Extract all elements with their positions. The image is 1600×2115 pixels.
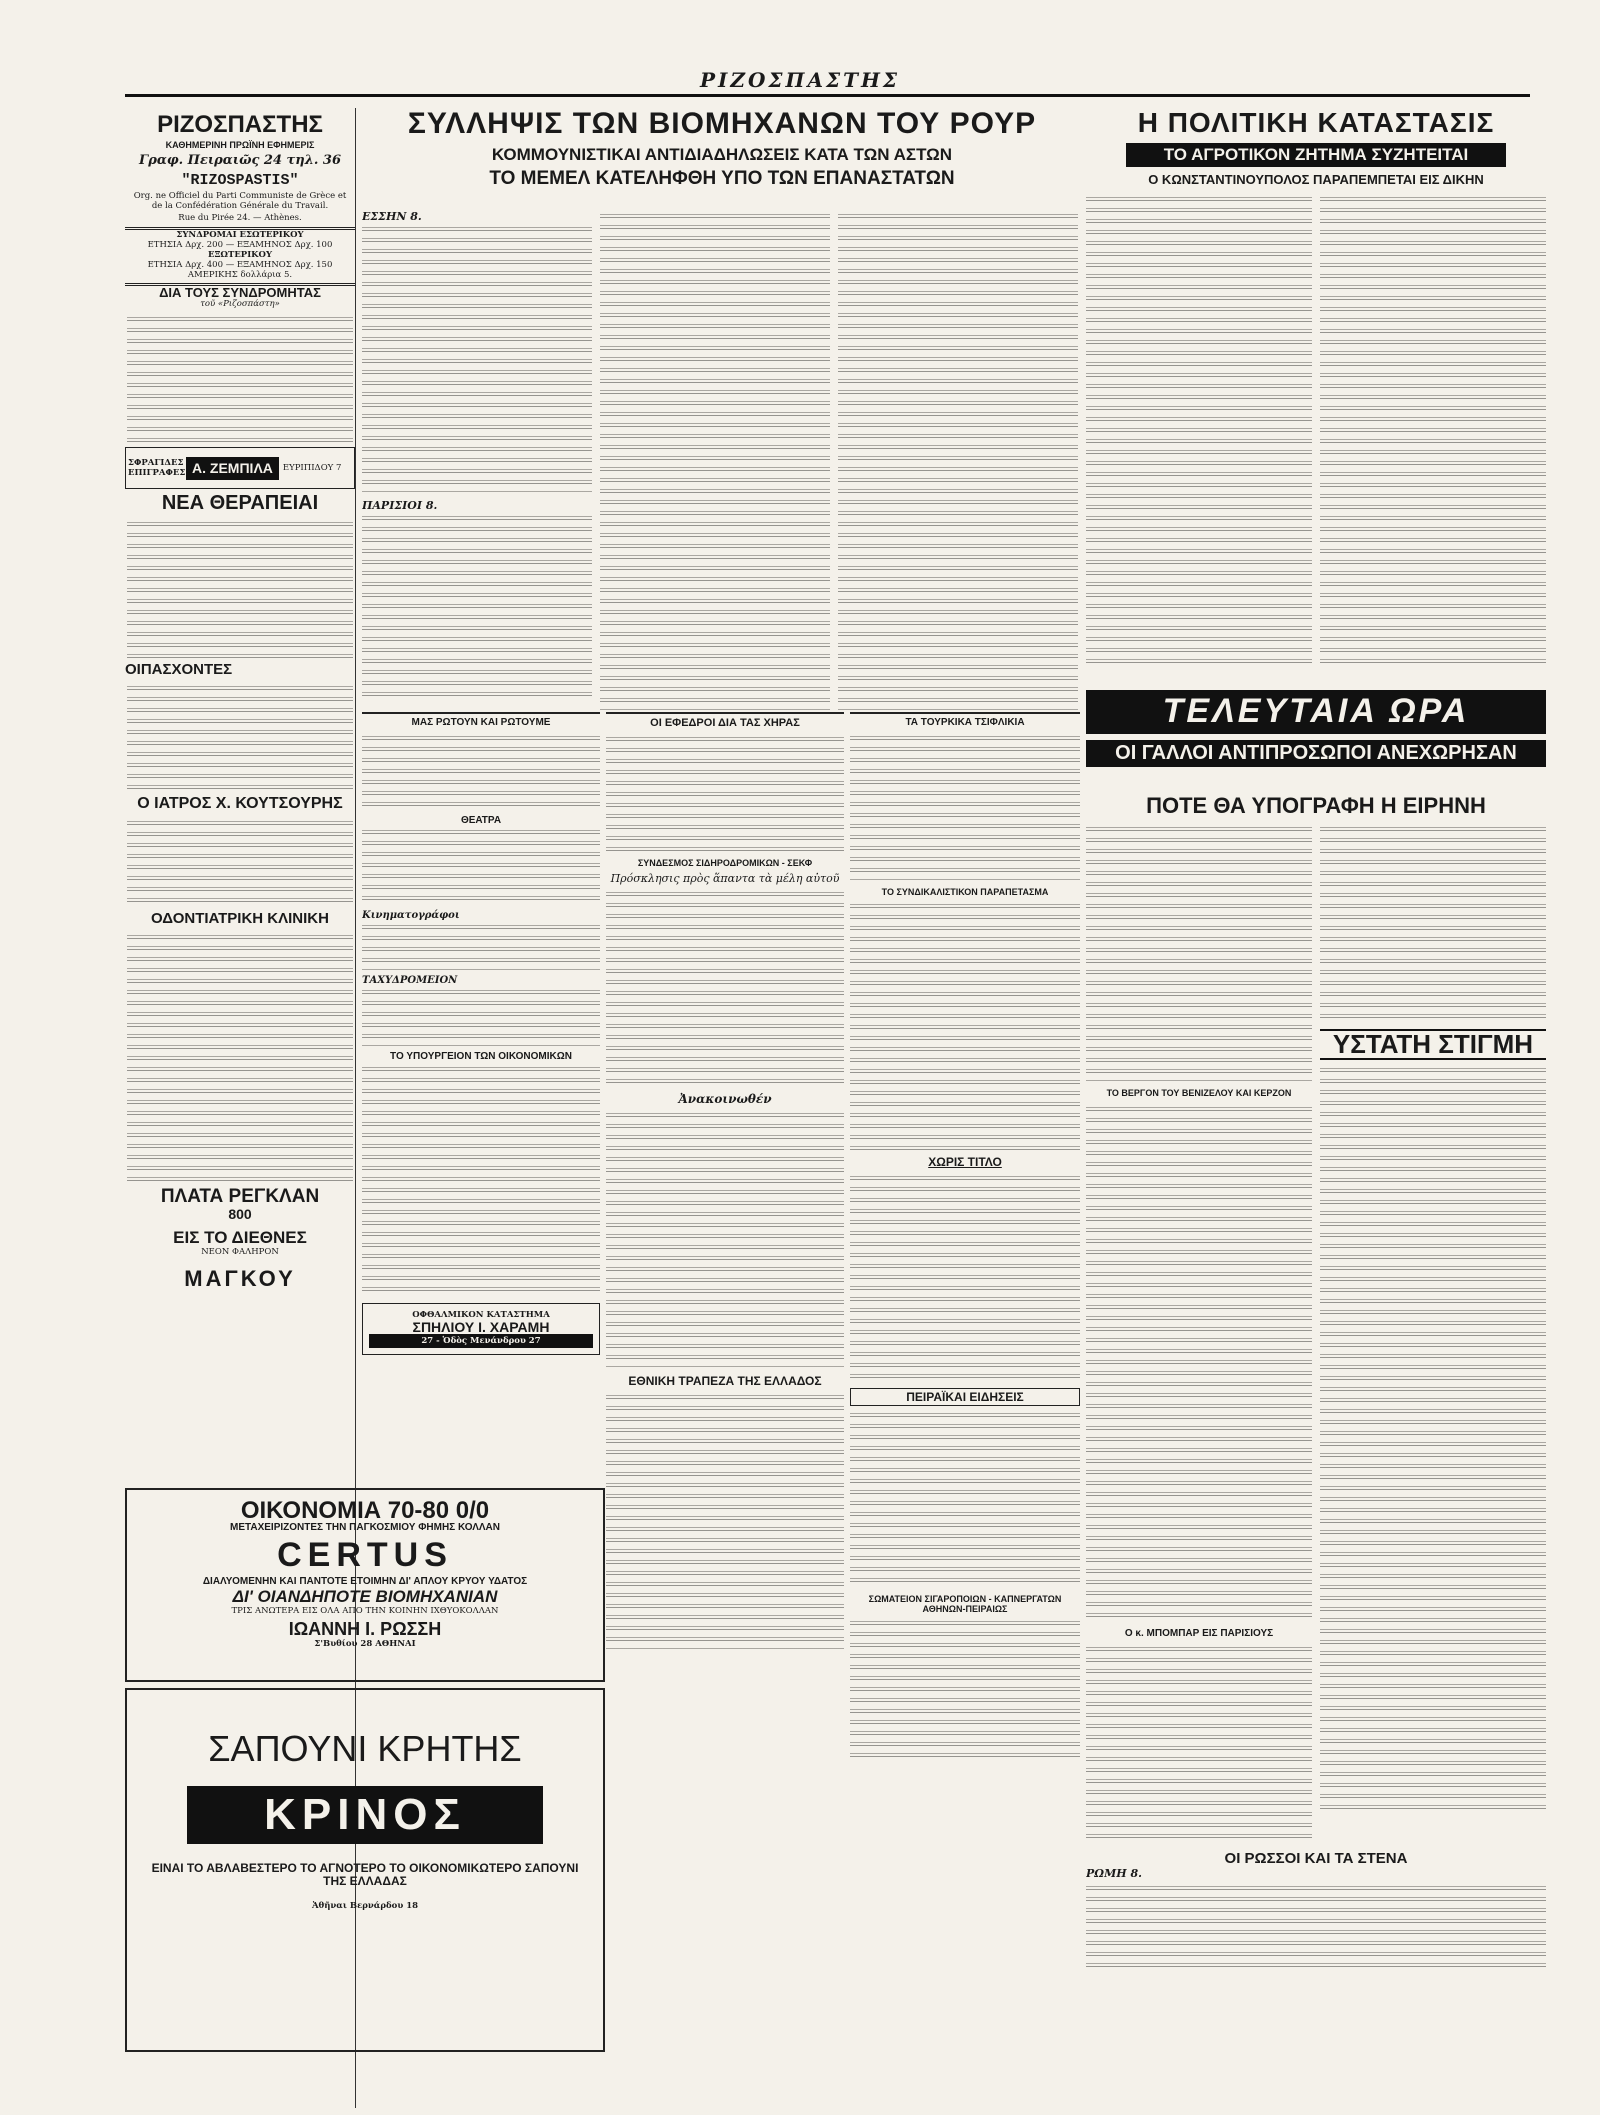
post-office-heading: ΤΑΧΥΔΡΟΜΕΙΟΝ [362,975,458,986]
subs-title: ΣΥΝΔΡΟΜΑΙ ΕΣΩΤΕΡΙΚΟΥ [176,229,304,240]
diethnes-sub: ΝΕΟΝ ΦΑΛΗΡΟΝ [201,1247,279,1258]
col3-lower-a [1086,823,1312,1843]
krinos-line3: ΕΙΝΑΙ ΤΟ ΑΒΛΑΒΕΣΤΕΡΟ ΤΟ ΑΓΝΟΤΕΡΟ ΤΟ ΟΙΚΟΝΟΜΙΚΩΤΕΡΟ ΣΑΠΟΥΝΙ ΤΗΣ ΕΛΛΑΔΑΣ [151,1860,579,1888]
agrarian-headline: ΤΟ ΑΓΡΟΤΙΚΟΝ ΖΗΤΗΜΑ ΣΥΖΗΤΕΙΤΑΙ [1126,143,1506,167]
mpomar-text [1086,1643,1312,1843]
tourkika-text [850,732,1080,882]
mas-rotoun-heading: ΜΑΣ ΡΩΤΟΥΝ ΚΑΙ ΡΩΤΟΥΜΕ [411,717,551,728]
certus-ad [125,1488,605,1682]
plata-heading: ΠΛΑΤΑ ΡΕΓΚΛΑΝ [160,1185,320,1207]
col3-lower [1086,790,1546,2060]
main-headlines [362,108,1082,208]
tourkika-heading: ΤΑ ΤΟΥΡΚΙΚΑ ΤΣΙΦΛΙΚΙΑ [905,717,1025,728]
anakoinosis-text [606,1109,844,1369]
center-lower-b [606,712,844,2054]
center-lower-a [362,712,600,1614]
col3-lower-b-text [1320,823,1546,1023]
proskl-heading: Πρόσκλησις πρὸς ἅπαντα τὰ μέλη αὐτοῦ [610,871,840,885]
ystati-heading: ΥΣΤΑΤΗ ΣΤΙΓΜΗ [1320,1029,1546,1060]
certus-economy: ΟΙΚΟΝΟΜΙΑ 70-80 0/0 [240,1497,490,1524]
xoris-titlo-text [850,1172,1080,1382]
rosoi-heading: ΟΙ ΡΩΣΣΟΙ ΚΑΙ ΤΑ ΣΤΕΝΑ [1224,1850,1408,1868]
latin-name: "RIZOSPASTIS" [181,171,299,189]
rosoi-text [1086,1882,1546,1972]
ethniki-text [606,1391,844,1651]
center-lower-c [850,712,1080,2054]
galloi-headline: ΟΙ ΓΑΛΛΟΙ ΑΝΤΙΠΡΟΣΩΠΟΙ ΑΝΕΧΩΡΗΣΑΝ [1086,740,1546,767]
new-therapies-text [127,518,353,658]
politics-text-b [1320,193,1546,663]
syndik-text [850,900,1080,1150]
doctor-text [127,817,353,907]
stamps-ad-street: ΕΥΡΙΠΙΔΟΥ 7 [282,463,342,474]
syndesmos-heading: ΣΥΝΔΕΣΜΟΣ ΣΙΔΗΡΟΔΡΟΜΙΚΩΝ - ΣΕΚΦ [637,857,813,868]
vergo-text [1086,1103,1312,1623]
certus-line4: ΔΙΑΛΥΟΜΕΝΗΝ ΚΑΙ ΠΑΝΤΟΤΕ ΕΤΟΙΜΗΝ ΔΙ' ΑΠΛΟΥ ΚΡΥΟΥ ΥΔΑΤΟΣ [202,1576,528,1588]
efedroi-heading: ΟΙ ΕΦΕΔΡΟΙ ΔΙΑ ΤΑΣ ΧΗΡΑΣ [650,717,800,729]
last-hour-heading: ΤΕΛΕΥΤΑΙΑ ΩΡΑ [1086,690,1546,734]
politics-text-a [1086,193,1312,663]
peiraika-text [850,1409,1080,1589]
krinos-line1: ΣΑΠΟΥΝΙ ΚΡΗΤΗΣ [208,1728,522,1769]
center-col-b-text [600,210,830,710]
essen-article-text [362,223,592,493]
syndik-heading: ΤΟ ΣΥΝΔΙΚΑΛΙΣΤΙΚΟΝ ΠΑΡΑΠΕΤΑΣΜΑ [881,886,1049,897]
krinos-brand: ΚΡΙΝΟΣ [187,1786,543,1844]
proskl-text [606,888,844,1088]
politics-headline: Η ΠΟΛΙΤΙΚΗ ΚΑΤΑΣΤΑΣΙΣ [1137,108,1495,138]
paper-name: ΡΙΖΟΣΠΑΣΤΗΣ [157,111,323,138]
certus-line5: ΔΙ' ΟΙΑΝΔΗΠΟΤΕ ΒΙΟΜΗΧΑΝΙΑΝ [232,1586,498,1606]
cinemas-heading: Κινηματογράφοι [362,910,460,921]
charami-name: ΣΠΗΛΙΟΥ Ι. ΧΑΡΑΜΗ [412,1318,550,1335]
subscribers-text [127,313,353,443]
anakoinosis-heading: Ἀνακοινωθέν [678,1091,772,1106]
latin-address: Rue du Pirée 24. — Athènes. [178,212,302,223]
stamps-ad [125,447,355,489]
headline-memel: ΤΟ ΜΕΜΕΛ ΚΑΤΕΛΗΦΘΗ ΥΠΟ ΤΩΝ ΕΠΑΝΑΣΤΑΤΩΝ [489,168,955,190]
pote-text [1086,823,1312,1083]
col3-lower-b [1320,823,1546,1843]
certus-dealer: ΙΩΑΝΝΗ Ι. ΡΩΣΣΗ [288,1618,442,1639]
krinos-address: Ἀθῆναι Βερνάρδου 18 [311,1901,419,1912]
efedroi-text [606,733,844,853]
ophthalmic-ad [362,1303,600,1356]
certus-line6: ΤΡΙΣ ΑΝΩΤΕΡΑ ΕΙΣ ΟΛΑ ΑΠΟ ΤΗΝ ΚΟΙΝΗΝ ΙΧΘΥΟΚΟΛΛΑΝ [231,1605,499,1616]
center-col-a [362,210,592,710]
mpomar-heading: Ο κ. ΜΠΟΜΠΑΡ ΕΙΣ ΠΑΡΙΣΙΟΥΣ [1124,1627,1274,1639]
theatra-text [362,826,600,906]
paper-address: Γραφ. Πειραιῶς 24 τηλ. 36 [138,152,341,168]
certus-line2: ΜΕΤΑΧΕΙΡΙΖΟΝΤΕΣ ΤΗΝ ΠΑΓΚΟΣΜΙΟΥ ΦΗΜΗΣ ΚΟΛΛΑΝ [229,1522,501,1534]
ministry-text [362,1063,600,1293]
rome-dateline: ΡΩΜΗ 8. [1086,1866,1142,1880]
diethnes-heading: ΕΙΣ ΤΟ ΔΙΕΘΝΕΣ [173,1228,307,1248]
subs-foreign-title: ΕΞΩΤΕΡΙΚΟΥ [207,249,273,260]
top-rule [125,94,1530,97]
ethniki-heading: ΕΘΝΙΚΗ ΤΡΑΠΕΖΑ ΤΗΣ ΕΛΛΑΔΟΣ [628,1373,822,1388]
center-col-c-text [838,210,1078,710]
center-col-c [838,210,1078,710]
sigaropoion-text [850,1617,1080,1757]
politics-section [1086,108,1546,688]
ystati-text [1320,1064,1546,1814]
headline-arrests: ΣΥΛΛΗΨΙΣ ΤΩΝ ΒΙΟΜΗΧΑΝΩΝ ΤΟΥ ΡΟΥΡ [407,108,1037,140]
stamps-ad-line1: ΣΦΡΑΓΙΔΕΣ [128,458,184,469]
certus-brand: CERTUS [277,1535,453,1574]
headline-demonstrations: ΚΟΜΜΟΥΝΙΣΤΙΚΑΙ ΑΝΤΙΔΙΑΔΗΛΩΣΕΙΣ ΚΑΤΑ ΤΩΝ ΑΣΤΩΝ [491,144,953,164]
masthead: ΡΙΖΟΣΠΑΣΤΗΣ [699,68,901,92]
dental-clinic-text [127,931,353,1181]
subs-foreign: ΕΤΗΣΙΑ Δρχ. 400 — ΕΞΑΜΗΝΟΣ Δρχ. 150 ΑΜΕΡΙΚΗΣ δολλάρια 5. [147,259,333,280]
new-therapies-heading: ΝΕΑ ΘΕΡΑΠΕΙΑΙ [161,492,319,515]
sigaropoion-heading: ΣΩΜΑΤΕΙΟΝ ΣΙΓΑΡΟΠΟΙΩΝ - ΚΑΠΝΕΡΓΑΤΩΝ ΑΘΗΝΩΝ-ΠΕΙΡΑΙΩΣ [868,1594,1062,1614]
cinemas-text [362,921,600,971]
konstantinoupolos-headline: Ο ΚΩΝΣΤΑΝΤΙΝΟΥΠΟΛΟΣ ΠΑΡΑΠΕΜΠΕΤΑΙ ΕΙΣ ΔΙΚΗΝ [1148,172,1484,188]
dateline-paris-a: ΠΑΡΙΣΙΟΙ 8. [362,499,438,512]
xoris-titlo-heading: ΧΩΡΙΣ ΤΙΤΛΟ [928,1154,1002,1169]
to-subscribers-heading: ΔΙΑ ΤΟΥΣ ΣΥΝΔΡΟΜΗΤΑΣ [159,284,321,300]
magkou-heading: ΜΑΓΚΟΥ [184,1266,296,1292]
theatra-heading: ΘΕΑΤΡΑ [460,814,502,826]
center-col-b [600,210,830,710]
latin-subtitle: Org. ne Officiel du Parti Communiste de Grèce et de la Confédération Générale du Travail. [133,190,347,211]
mas-rotoun-text [362,732,600,812]
pote-headline: ΠΟΤΕ ΘΑ ΥΠΟΓΡΑΦΗ Η ΕΙΡΗΝΗ [1146,793,1486,818]
post-office-text [362,986,600,1046]
charami-address: 27 - Ὁδὸς Μενάνδρου 27 [369,1334,593,1348]
to-subscribers-sub: τοῦ «Ριζοσπάστη» [200,299,280,310]
dateline-essen: ΕΣΣΗΝ 8. [362,210,422,223]
vergo-heading: ΤΟ ΒΕΡΓΟΝ ΤΟΥ ΒΕΝΙΖΕΛΟΥ ΚΑΙ ΚΕΡΖΟΝ [1106,1088,1292,1099]
plata-price: 800 [228,1205,252,1222]
subs-domestic: ΕΤΗΣΙΑ Δρχ. 200 — ΕΞΑΜΗΝΟΣ Δρχ. 100 [147,239,333,250]
sufferers-text [127,682,353,792]
krinos-ad [125,1688,605,2052]
dental-clinic-heading: ΟΔΟΝΤΙΑΤΡΙΚΗ ΚΛΙΝΙΚΗ [151,909,329,927]
paris-article-a-text [362,512,592,702]
last-hour-banner [1086,690,1546,790]
ophthalmic-title: ΟΦΘΑΛΜΙΚΟΝ ΚΑΤΑΣΤΗΜΑ [412,1309,550,1320]
stamps-ad-line2: ΕΠΙΓΡΑΦΕΣ [128,468,186,479]
sufferers-heading: ΟΙΠΑΣΧΟΝΤΕΣ [125,661,233,679]
ministry-heading: ΤΟ ΥΠΟΥΡΓΕΙΟΝ ΤΩΝ ΟΙΚΟΝΟΜΙΚΩΝ [390,1051,572,1062]
peiraika-heading: ΠΕΙΡΑΪΚΑΙ ΕΙΔΗΣΕΙΣ [850,1388,1080,1407]
certus-address: Σ'Βυθίου 28 ΑΘΗΝΑΙ [314,1638,416,1649]
stamps-ad-name: Α. ΖΕΜΠΙΛΑ [186,457,279,480]
doctor-heading: Ο ΙΑΤΡΟΣ Χ. ΚΟΥΤΣΟΥΡΗΣ [137,795,343,813]
paper-tagline: ΚΑΘΗΜΕΡΙΝΗ ΠΡΩΪΝΗ ΕΦΗΜΕΡΙΣ [165,140,315,151]
